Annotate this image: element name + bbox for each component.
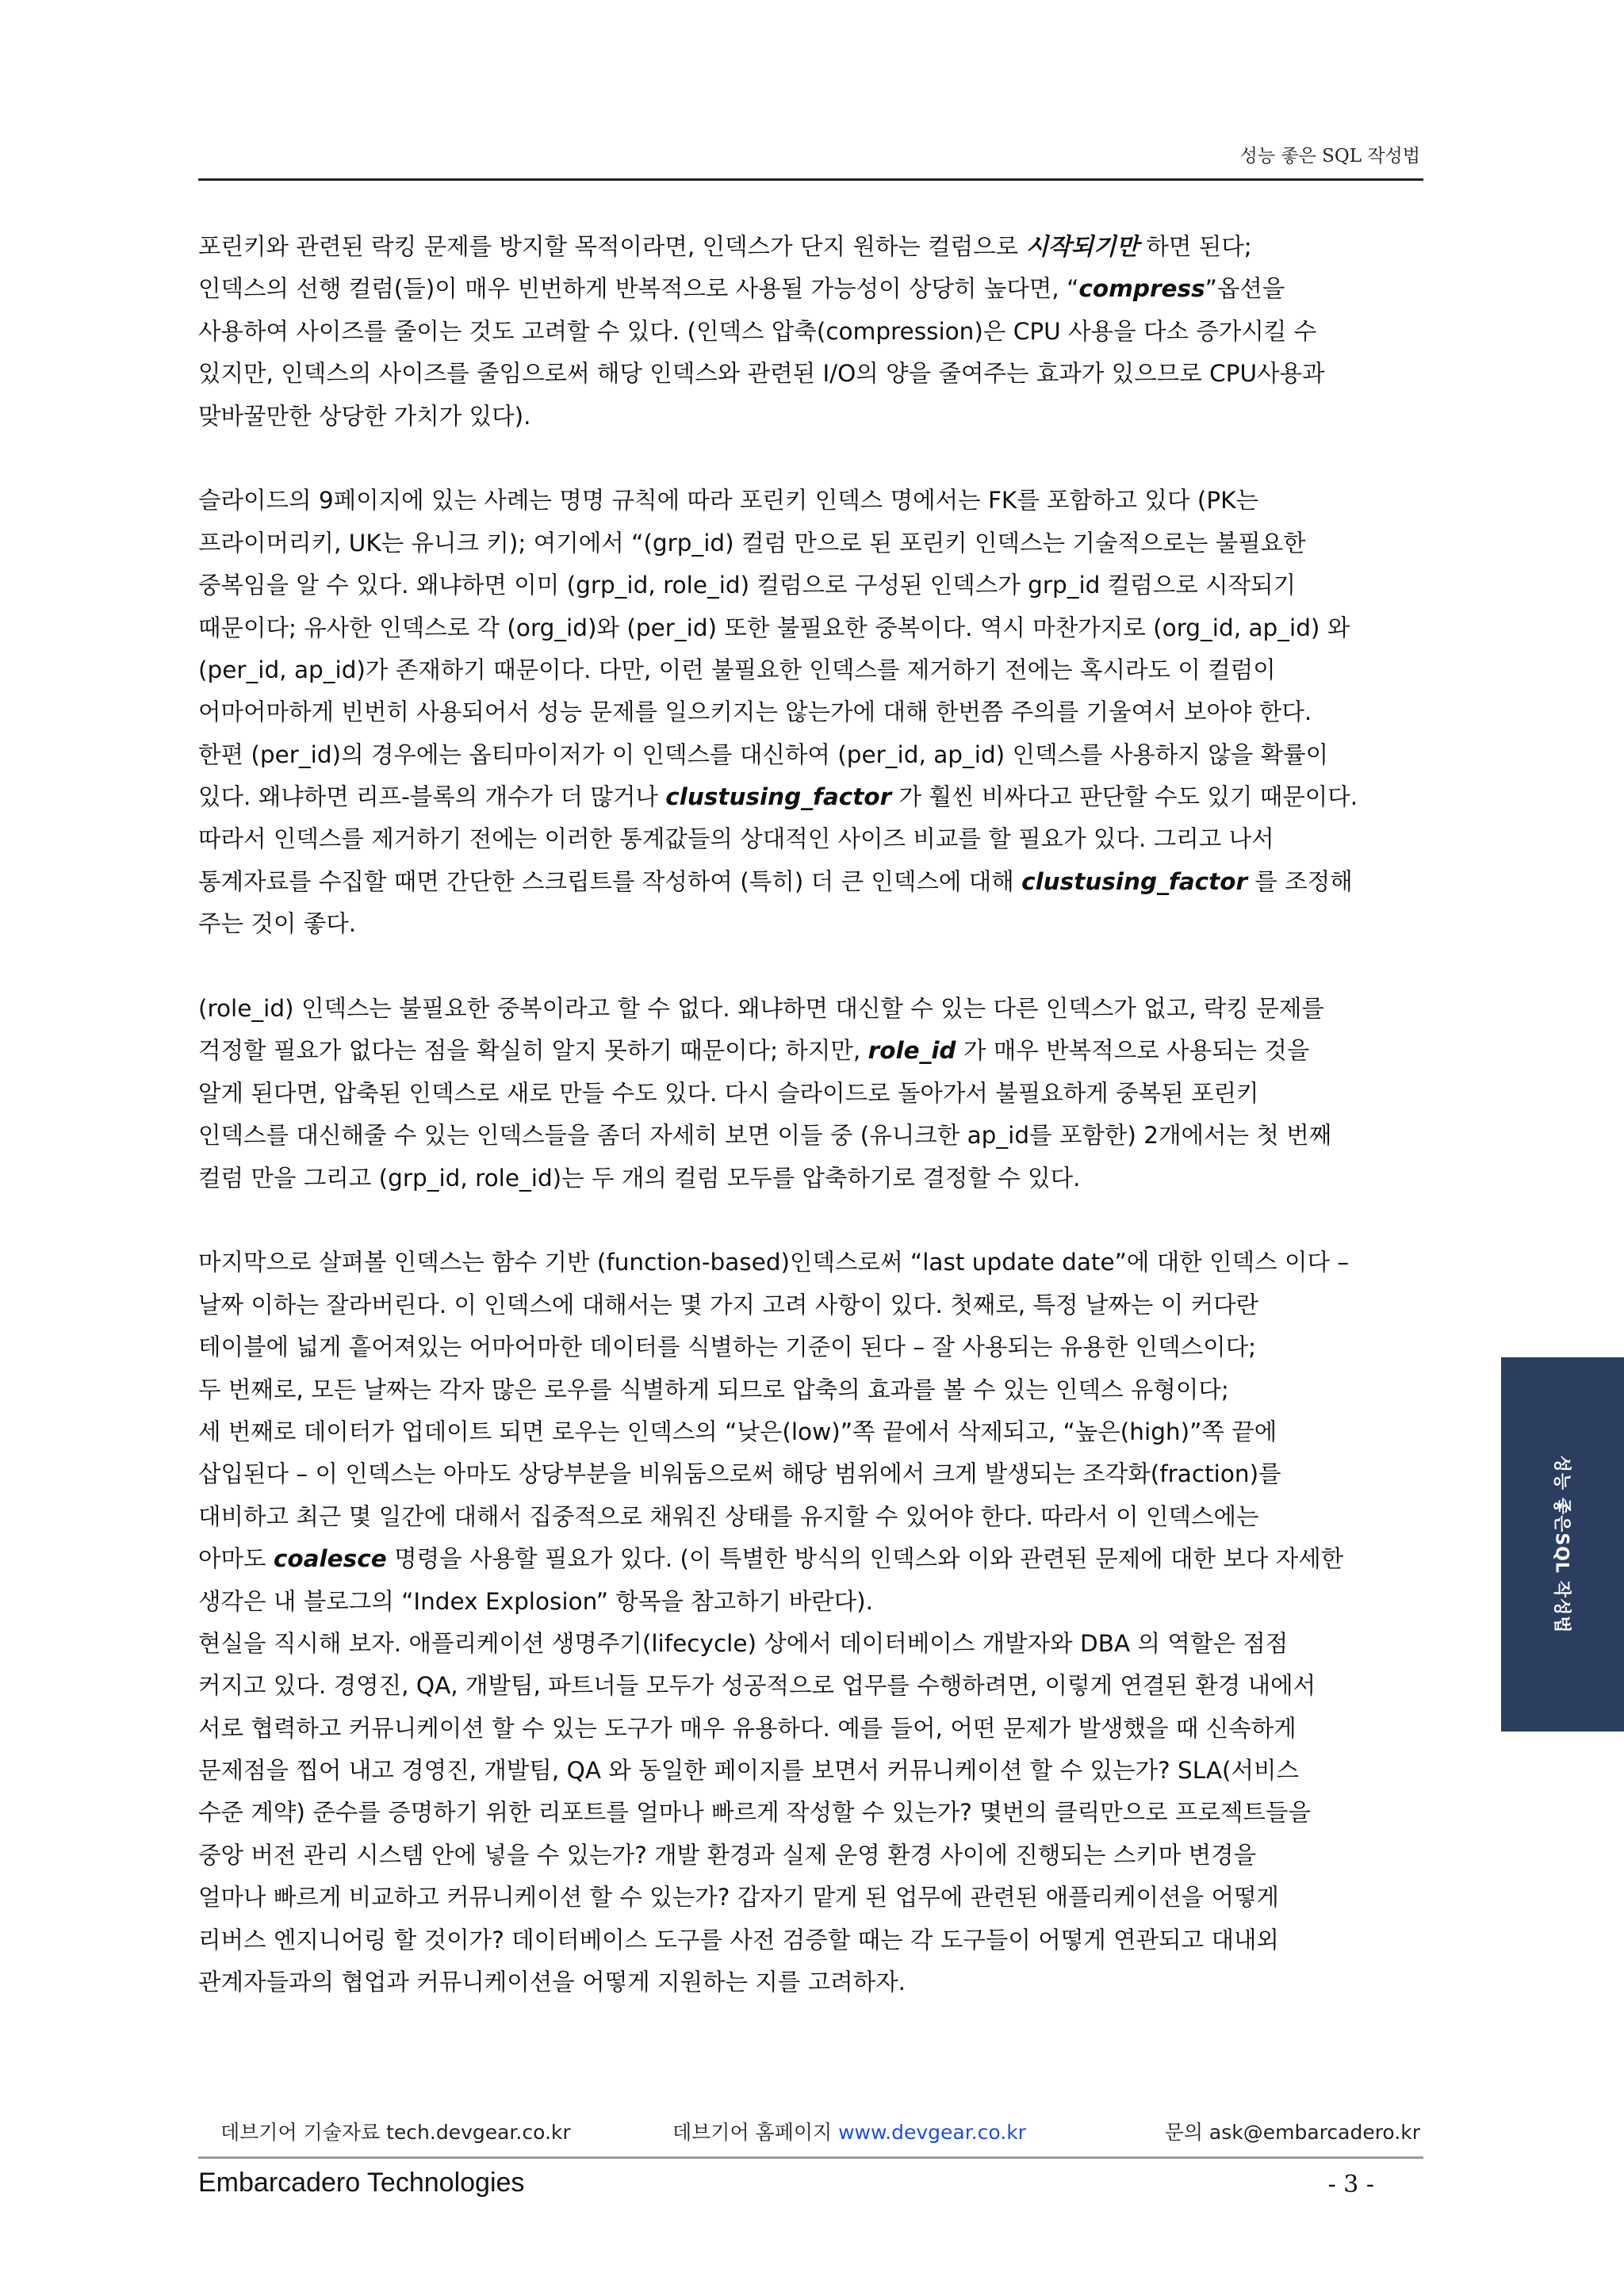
footer-homepage-link[interactable]: www.devgear.co.kr <box>838 2121 1026 2144</box>
text-run: 서로 협력하고 커뮤니케이션 할 수 있는 도구가 매우 유용하다. 예를 들어, 어떤 문제가 발생했을 때 신속하게 <box>198 1714 1297 1742</box>
emphasis-text: role_id <box>868 1037 956 1065</box>
text-run: 세 번째로 데이터가 업데이트 되면 로우는 인덱스의 “낮은(low)”쪽 끝에서 삭제되고, “높은(high)”쪽 끝에 <box>198 1418 1277 1445</box>
side-tab <box>1501 1357 1624 1732</box>
text-line <box>198 268 1423 310</box>
emphasis-text: coalesce <box>273 1545 387 1573</box>
text-line <box>198 607 1423 649</box>
emphasis-text: clustusing_factor <box>1021 867 1248 895</box>
footer-homepage-prefix: 데브기어 홈페이지 <box>672 2121 839 2144</box>
text-run: 생각은 내 블로그의 “Index Explosion” 항목을 참고하기 바란다). <box>198 1587 874 1615</box>
text-run: (role_id) 인덱스는 불필요한 중복이라고 할 수 없다. 왜냐하면 대신할 수 있는 다른 인덱스가 없고, 락킹 문제를 <box>198 995 1324 1023</box>
text-line <box>198 1623 1423 1665</box>
text-run: 명령을 사용할 필요가 있다. (이 특별한 방식의 인덱스와 이와 관련된 문제에 대한 보다 자세한 <box>386 1545 1344 1573</box>
text-run: 걱정할 필요가 없다는 점을 확실히 알지 못하기 때문이다; 하지만, <box>198 1037 868 1065</box>
text-line <box>198 1496 1423 1538</box>
emphasis-text: compress <box>1078 275 1205 303</box>
text-run: 사용하여 사이즈를 줄이는 것도 고려할 수 있다. (인덱스 압축(compression)은 CPU 사용을 다소 증가시킬 수 <box>198 317 1317 345</box>
footer-rule <box>198 2156 1423 2159</box>
text-run: ”옵션을 <box>1205 275 1285 303</box>
text-run: 주는 것이 좋다. <box>198 910 357 938</box>
text-line <box>198 1242 1423 1284</box>
text-run: 있지만, 인덱스의 사이즈를 줄임으로써 해당 인덱스와 관련된 I/O의 양을 줄여주는 효과가 있으므로 CPU사용과 <box>198 360 1325 388</box>
text-run: 인덱스를 대신해줄 수 있는 인덱스들을 좀더 자세히 보면 이들 중 (유니크한 ap_id를 포함한) 2개에서는 첫 번째 <box>198 1122 1332 1150</box>
text-run: 때문이다; 유사한 인덱스로 각 (org_id)와 (per_id) 또한 불필요한 중복이다. 역시 마찬가지로 (org_id, ap_id) 와 <box>198 614 1350 641</box>
text-line <box>198 1411 1423 1453</box>
text-run: 중복임을 알 수 있다. 왜냐하면 이미 (grp_id, role_id) 컬럼으로 구성된 인덱스가 grp_id 컬럼으로 시작되기 <box>198 572 1297 599</box>
text-line <box>198 1750 1423 1792</box>
footer-tech-label: 데브기어 기술자료 tech.devgear.co.kr <box>220 2121 571 2144</box>
text-run: 컬럼 만을 그리고 (grp_id, role_id)는 두 개의 컬럼 모두를 압축하기로 결정할 수 있다. <box>198 1164 1081 1192</box>
text-run: 테이블에 넓게 흩어져있는 어마어마한 데이터를 식별하는 기준이 된다 – 잘 사용되는 유용한 인덱스이다; <box>198 1334 1257 1361</box>
text-line <box>198 1453 1423 1495</box>
text-run: 프라이머리키, UK는 유니크 키); 여기에서 “(grp_id) 컬럼 만으로 된 포린키 인덱스는 기술적으로는 불필요한 <box>198 529 1306 557</box>
text-run: 가 매우 반복적으로 사용되는 것을 <box>956 1037 1310 1065</box>
text-run: 알게 된다면, 압축된 인덱스로 새로 만들 수도 있다. 다시 슬라이드로 돌아가서 불필요하게 중복된 포린키 <box>198 1079 1259 1107</box>
text-run: 인덱스의 선행 컬럼(들)이 매우 빈번하게 반복적으로 사용될 가능성이 상당히 높다면, “ <box>198 275 1079 303</box>
text-line <box>198 818 1423 860</box>
text-run: 마지막으로 살펴볼 인덱스는 함수 기반 (function-based)인덱스로써 “last update date”에 대한 인덱스 이다 – <box>198 1249 1350 1276</box>
text-line <box>198 522 1423 564</box>
text-line <box>198 396 1423 438</box>
text-line <box>198 1538 1423 1580</box>
paragraph <box>198 1623 1423 2004</box>
text-line <box>198 1792 1423 1834</box>
text-line <box>198 353 1423 395</box>
text-line <box>198 1581 1423 1623</box>
text-line <box>198 1919 1423 1961</box>
text-line <box>198 649 1423 691</box>
text-run: 대비하고 최근 몇 일간에 대해서 집중적으로 채워진 상태를 유지할 수 있어야 한다. 따라서 이 인덱스에는 <box>198 1502 1259 1530</box>
text-run: 있다. 왜냐하면 리프-블록의 개수가 더 많거나 <box>198 783 666 811</box>
text-line <box>198 1284 1423 1326</box>
text-line <box>198 1665 1423 1707</box>
text-run: 포린키와 관련된 락킹 문제를 방지할 목적이라면, 인덱스가 단지 원하는 컬럼으로 <box>198 233 1026 260</box>
text-line <box>198 1326 1423 1368</box>
text-run: 어마어마하게 빈번히 사용되어서 성능 문제를 일으키지는 않는가에 대해 한번쯤 주의를 기울여서 보아야 한다. <box>198 698 1312 726</box>
text-run: 수준 계약) 준수를 증명하기 위한 리포트를 얼마나 빠르게 작성할 수 있는가? 몇번의 클릭만으로 프로젝트들을 <box>198 1799 1311 1827</box>
text-line <box>198 903 1423 945</box>
text-line <box>198 226 1423 268</box>
text-line <box>198 480 1423 522</box>
paragraph <box>198 480 1423 945</box>
text-run: 현실을 직시해 보자. 애플리케이션 생명주기(lifecycle) 상에서 데이터베이스 개발자와 DBA 의 역할은 점점 <box>198 1629 1289 1657</box>
text-run: 가 훨씬 비싸다고 판단할 수도 있기 때문이다. <box>891 783 1358 811</box>
text-run: 따라서 인덱스를 제거하기 전에는 이러한 통계값들의 상대적인 사이즈 비교를 할 필요가 있다. 그리고 나서 <box>198 825 1274 853</box>
emphasis-text: clustusing_factor <box>665 783 892 811</box>
text-run: 관계자들과의 협업과 커뮤니케이션을 어떻게 지원하는 지를 고려하자. <box>198 1969 906 1996</box>
text-run: 두 번째로, 모든 날짜는 각자 많은 로우를 식별하게 되므로 압축의 효과를 볼 수 있는 인덱스 유형이다; <box>198 1376 1229 1403</box>
text-run: 리버스 엔지니어링 할 것이가? 데이터베이스 도구를 사전 검증할 때는 각 도구들이 어떻게 연관되고 대내외 <box>198 1926 1279 1954</box>
text-run: 하면 된다; <box>1139 233 1252 260</box>
text-run: 통계자료를 수집할 때면 간단한 스크립트를 작성하여 (특히) 더 큰 인덱스에 대해 <box>198 867 1022 895</box>
document-body <box>198 226 1423 2003</box>
page-number: - 3 - <box>1327 2171 1374 2198</box>
header-rule <box>198 178 1423 181</box>
footer-links <box>198 2117 1423 2149</box>
footer-company: Embarcadero Technologies <box>198 2168 525 2198</box>
text-line <box>198 776 1423 818</box>
text-line <box>198 1073 1423 1115</box>
footer-homepage <box>672 2117 1026 2145</box>
text-line <box>198 988 1423 1030</box>
header-title: 성능 좋은 SQL 작성법 <box>1239 146 1420 166</box>
paragraph <box>198 988 1423 1200</box>
text-line <box>198 1369 1423 1411</box>
side-tab-label: 성능 좋은SQL 작성법 <box>1551 1455 1571 1634</box>
text-line <box>198 1877 1423 1919</box>
text-run: 커지고 있다. 경영진, QA, 개발팀, 파트너들 모두가 성공적으로 업무를 수행하려면, 이렇게 연결된 환경 내에서 <box>198 1672 1316 1700</box>
text-run: 한편 (per_id)의 경우에는 옵티마이저가 이 인덱스를 대신하여 (per_id, ap_id) 인덱스를 사용하지 않을 확률이 <box>198 740 1329 768</box>
text-run: 슬라이드의 9페이지에 있는 사례는 명명 규칙에 따라 포린키 인덱스 명에서는 FK를 포함하고 있다 (PK는 <box>198 487 1259 515</box>
text-line <box>198 1961 1423 2003</box>
text-run: 아마도 <box>198 1545 274 1573</box>
paragraph <box>198 1242 1423 1623</box>
text-line <box>198 311 1423 353</box>
text-run: (per_id, ap_id)가 존재하기 때문이다. 다만, 이런 불필요한 인덱스를 제거하기 전에는 혹시라도 이 컬럼이 <box>198 656 1276 683</box>
text-run: 날짜 이하는 잘라버린다. 이 인덱스에 대해서는 몇 가지 고려 사항이 있다. 첫째로, 특정 날짜는 이 커다란 <box>198 1291 1259 1318</box>
text-run: 삽입된다 – 이 인덱스는 아마도 상당부분을 비워둠으로써 해당 범위에서 크게 발생되는 조각화(fraction)를 <box>198 1460 1281 1488</box>
text-line <box>198 691 1423 733</box>
text-run: 맞바꿀만한 상당한 가치가 있다). <box>198 402 531 430</box>
footer-contact: 문의 ask@embarcadero.kr <box>1164 2121 1420 2144</box>
text-line <box>198 1835 1423 1877</box>
text-run: 중앙 버전 관리 시스템 안에 넣을 수 있는가? 개발 환경과 실제 운영 환경 사이에 진행되는 스키마 변경을 <box>198 1841 1257 1869</box>
text-line <box>198 1115 1423 1157</box>
text-line <box>198 734 1423 776</box>
emphasis-text: 시작되기만 <box>1025 233 1139 260</box>
paragraph <box>198 226 1423 438</box>
text-run: 얼마나 빠르게 비교하고 커뮤니케이션 할 수 있는가? 갑자기 맡게 된 업무에 관련된 애플리케이션을 어떻게 <box>198 1884 1279 1911</box>
text-line <box>198 1158 1423 1200</box>
text-line <box>198 861 1423 903</box>
text-line <box>198 1708 1423 1750</box>
text-run: 문제점을 찝어 내고 경영진, 개발팀, QA 와 동일한 페이지를 보면서 커뮤니케이션 할 수 있는가? SLA(서비스 <box>198 1757 1300 1785</box>
text-line <box>198 564 1423 607</box>
text-line <box>198 1030 1423 1072</box>
text-run: 를 조정해 <box>1247 867 1353 895</box>
